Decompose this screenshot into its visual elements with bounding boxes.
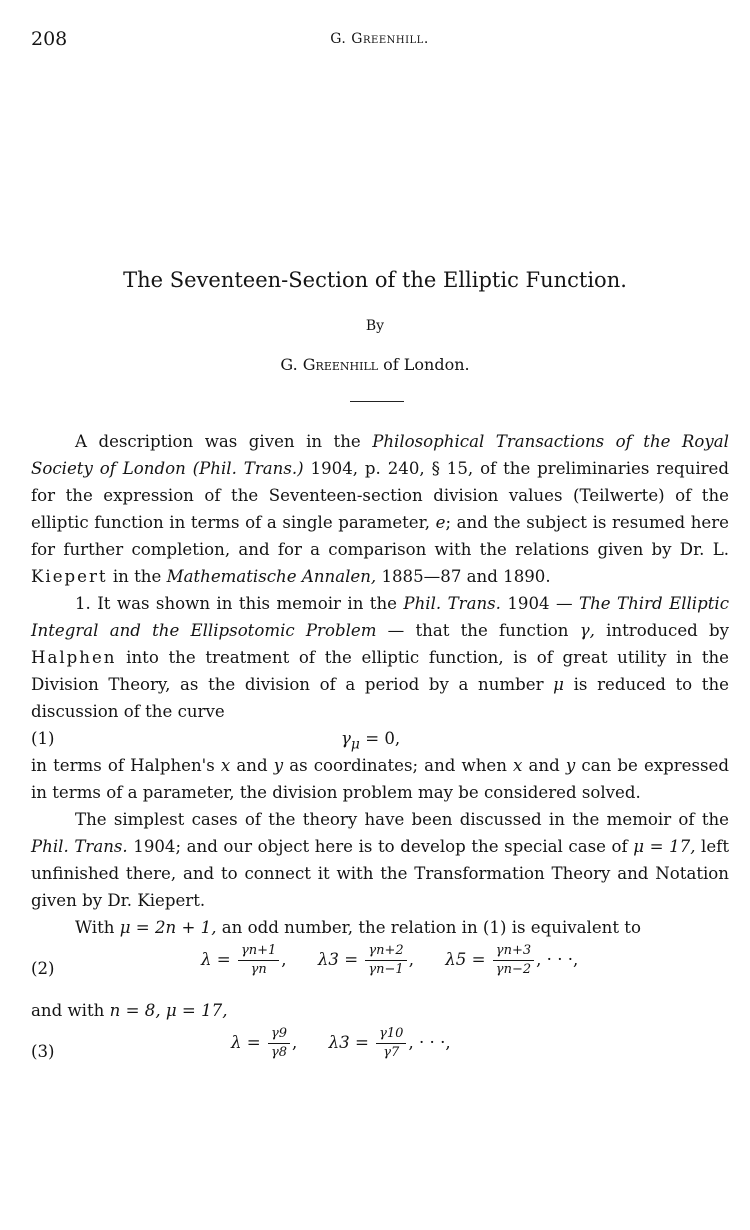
paragraph-with-n: and with n = 8, μ = 17, xyxy=(31,1001,228,1020)
page-number: 208 xyxy=(31,28,68,50)
page-header xyxy=(31,28,728,54)
equation-label: (1) xyxy=(31,729,55,748)
equation-label: (3) xyxy=(31,1042,55,1061)
paragraph-continuation: in terms of Halphen's x and y as coordinates; and when x and y can be expressed in terms of a parameter, the division problem may be considered solved. xyxy=(31,756,729,802)
equation-3 xyxy=(31,1024,729,1076)
equation-body: $\gamma_\mu = 0$, xyxy=(341,729,401,753)
equation-label: (2) xyxy=(31,959,55,978)
equation-2 xyxy=(31,941,729,993)
author-line xyxy=(0,355,750,374)
author-suffix: of London. xyxy=(378,355,470,374)
equation-1 xyxy=(31,725,729,752)
paragraph-simplest-cases: The simplest cases of the theory have been discussed in the memoir of the Phil. Trans. 1904; and our object here is to develop the special case of μ = 17, left unfinished there, and to connect it with the Transformation Theory and Notation given by Dr. Kiepert. xyxy=(31,810,729,910)
paragraph-intro: A description was given in the Philosophical Transactions of the Royal Society of London (Phil. Trans.) 1904, p. 240, § 15, of the preliminaries required for the expression of the Seventeen-section division values (Teilwerte) of the elliptic function in terms of a single parameter, e; and the subject is resumed here for further completion, and for a comparison with the relations given by Dr. L. Kiepert in the Mathematische Annalen, 1885—87 and 1890. xyxy=(31,432,730,586)
title-divider xyxy=(350,401,404,402)
paragraph-odd-number: With μ = 2n + 1, an odd number, the relation in (1) is equivalent to xyxy=(75,918,641,937)
running-head: G. Greenhill. xyxy=(330,31,429,47)
equation-body: λ = $\frac{\gamma n+1}{\gamma n}$ , λ3 = $\frac{\gamma n+2}{\gamma n-1}$ , λ5 = $\frac{\gamma n+3}{\gamma n-2}$ , · · ·, xyxy=(201,943,579,977)
author-name: G. Greenhill xyxy=(280,355,379,374)
paragraph-section-1: 1. It was shown in this memoir in the Phil. Trans. 1904 — The Third Elliptic Integral and the Ellipsotomic Problem — that the function γ, introduced by Halphen into the treatment of the elliptic function, is of great utility in the Division Theory, as the division of a period by a number μ is reduced to the discussion of the curve xyxy=(31,594,730,721)
body-text xyxy=(31,428,729,1076)
byline-by: By xyxy=(365,318,385,334)
equation-body: λ = $\frac{\gamma 9}{\gamma 8}$ , λ3 = $\frac{\gamma 10}{\gamma 7}$ , · · ·, xyxy=(231,1026,451,1060)
article-title: The Seventeen-Section of the Elliptic Function. xyxy=(123,268,627,292)
